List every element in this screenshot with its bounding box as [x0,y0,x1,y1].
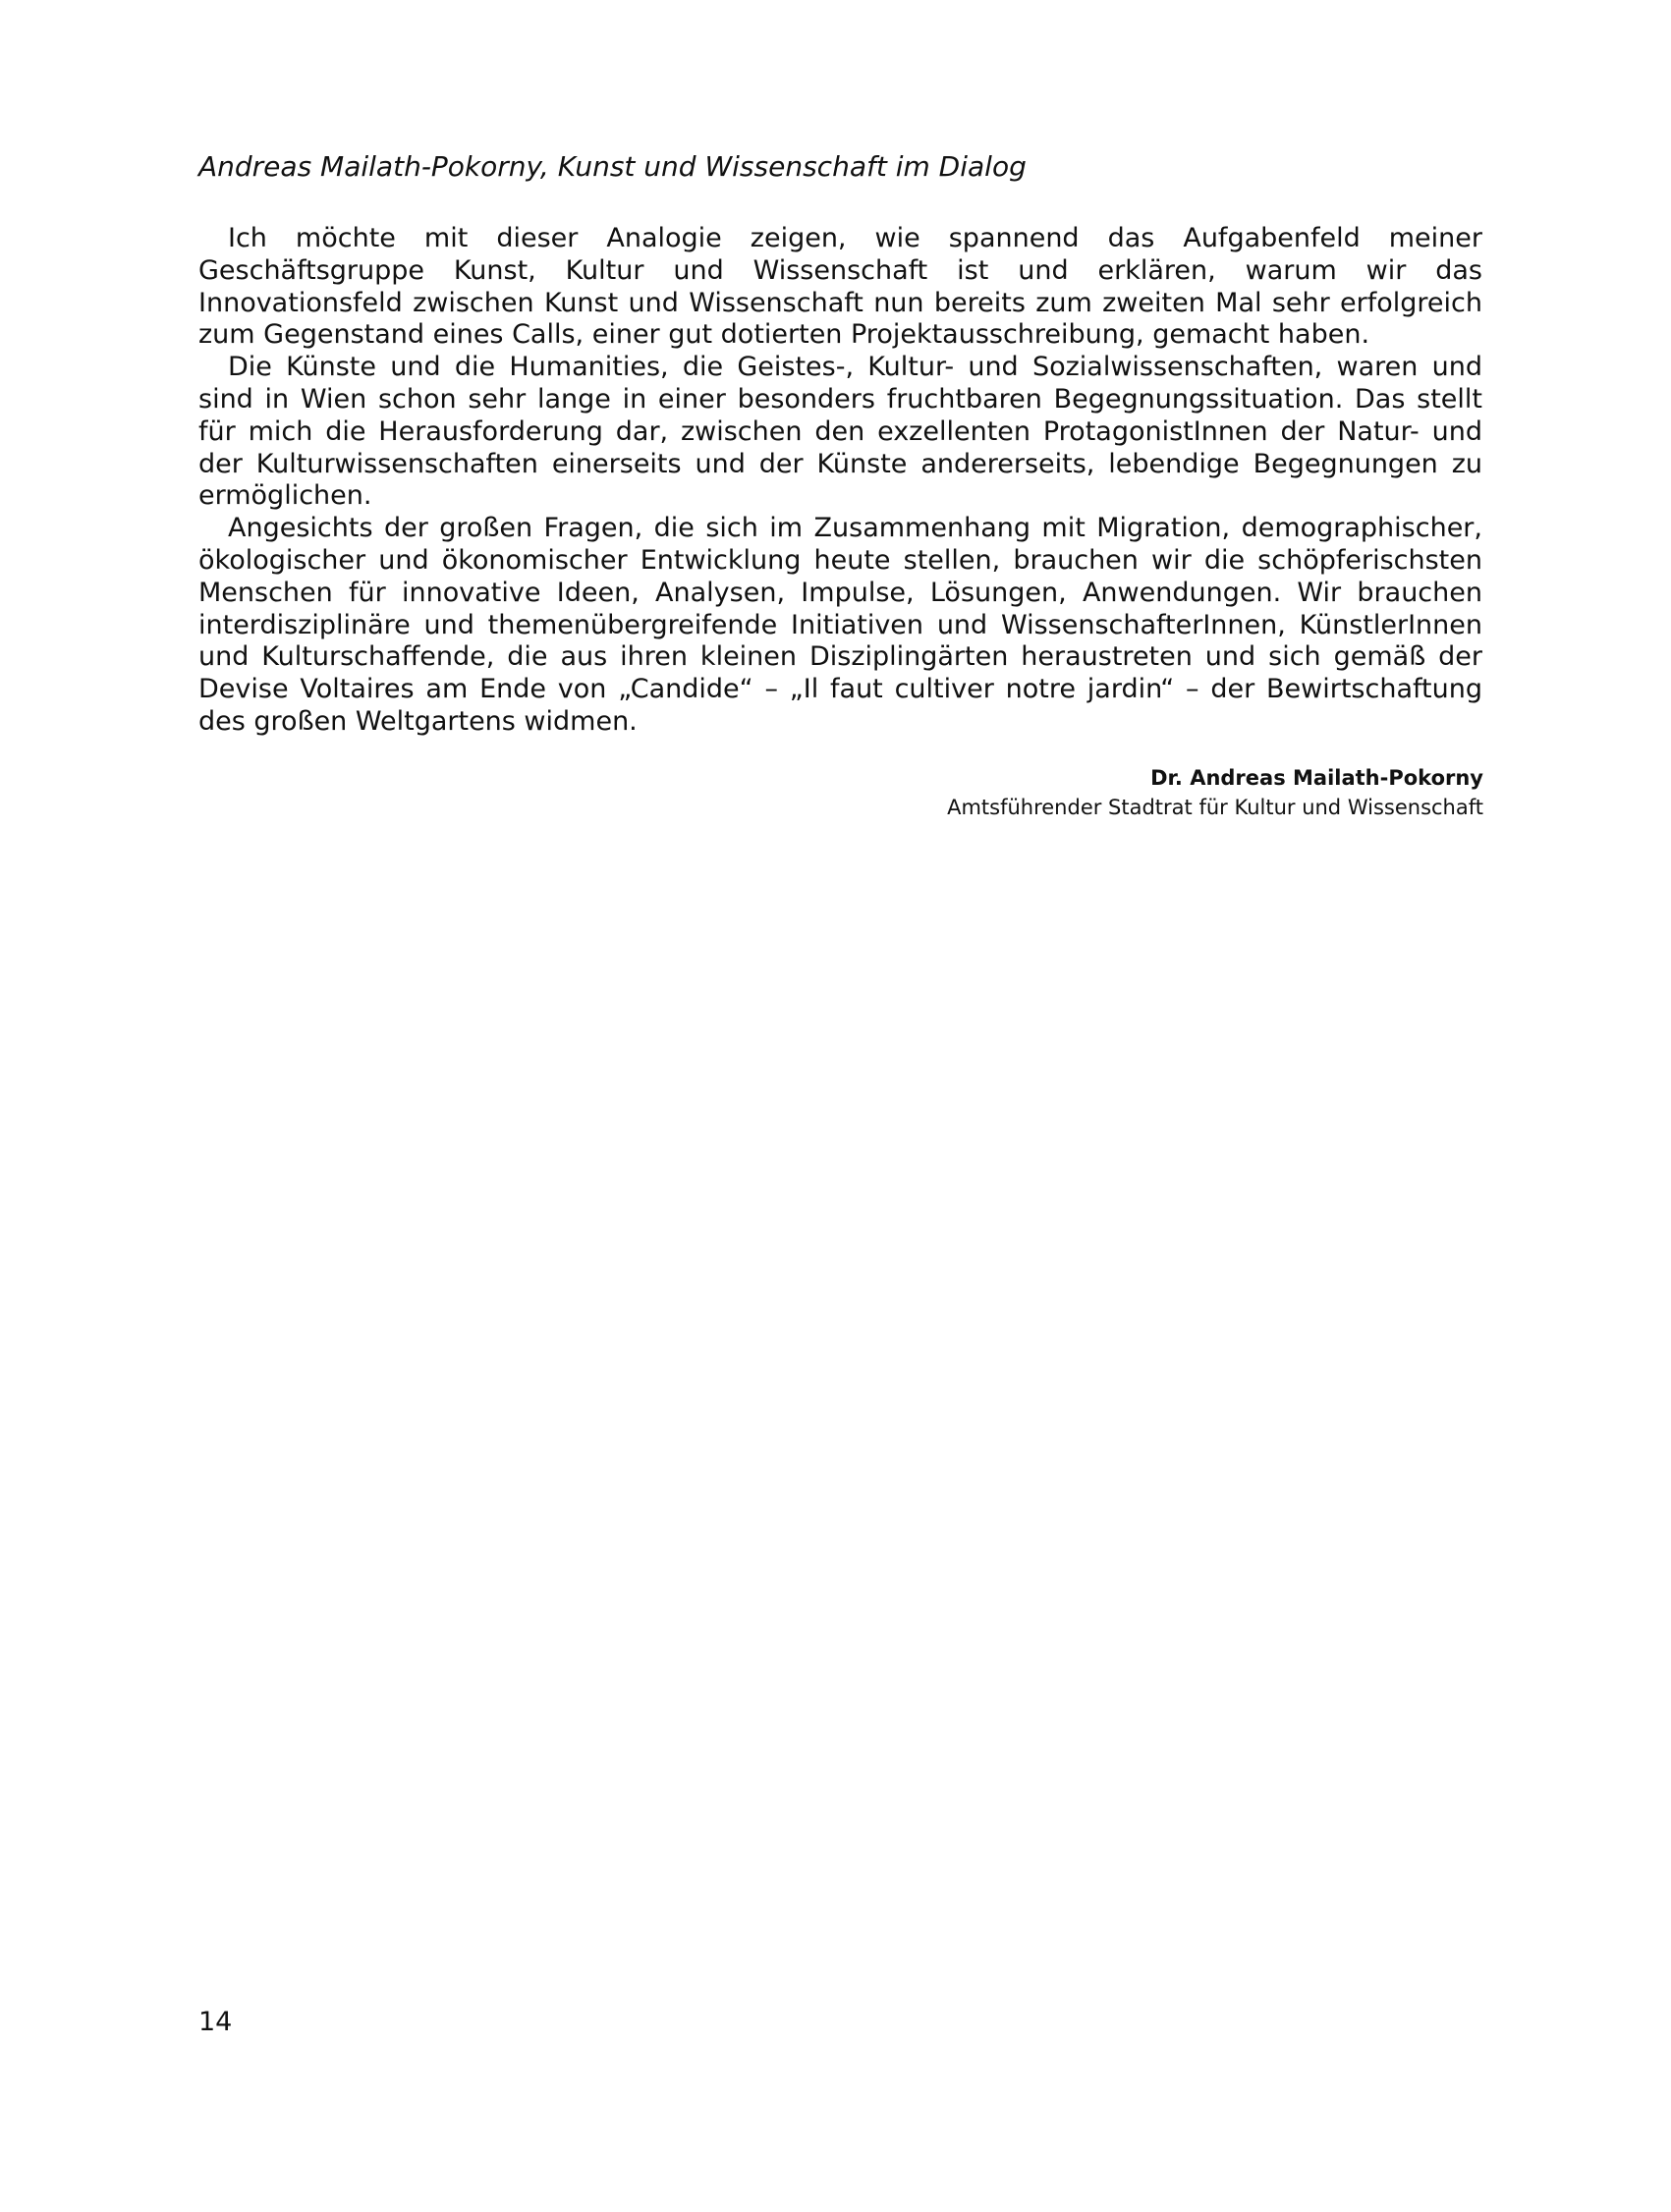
paragraph-3: Angesichts der großen Fragen, die sich im Zusammenhang mit Migration, demographischer, ökologischer und ökonomischer Entwicklung heute stellen, brauchen wir die schöpferischsten Menschen für innovative Ideen, Analysen, Impulse, Lösungen, Anwendungen. Wir brauchen interdisziplinäre und themenübergreifende Initiativen und WissenschafterInnen, KünstlerInnen und Kulturschaffende, die aus ihren kleinen Disziplingärten heraustreten und sich gemäß der Devise Voltaires am Ende von „Candide“ – „Il faut cultiver notre jardin“ – der Bewirtschaftung des großen Weltgartens widmen. [198,513,1482,737]
page-number: 14 [198,2007,233,2037]
signature-block [747,763,1483,822]
paragraph-2: Die Künste und die Humanities, die Geistes-, Kultur- und Sozialwissenschaften, waren und sind in Wien schon sehr lange in einer besonders fruchtbaren Begegnungssituation. Das stellt für mich die Herausforderung dar, zwischen den exzellenten ProtagonistInnen der Natur- und der Kulturwissenschaften einerseits und der Künste andererseits, lebendige Begegnungen zu ermöglichen. [198,352,1482,512]
signature-title: Amtsführender Stadtrat für Kultur und Wissenschaft [947,796,1483,819]
paragraph-1: Ich möchte mit dieser Analogie zeigen, wie spannend das Aufgabenfeld meiner Geschäftsgruppe Kunst, Kultur und Wissenschaft ist und erklären, warum wir das Innovationsfeld zwischen Kunst und Wissenschaft nun bereits zum zweiten Mal sehr erfolgreich zum Gegenstand eines Calls, einer gut dotierten Projektausschreibung, gemacht haben. [198,223,1482,351]
running-header: Andreas Mailath-Pokorny, Kunst und Wissenschaft im Dialog [198,150,1027,183]
article-body [198,223,1482,739]
signature-name: Dr. Andreas Mailath-Pokorny [1150,766,1483,790]
